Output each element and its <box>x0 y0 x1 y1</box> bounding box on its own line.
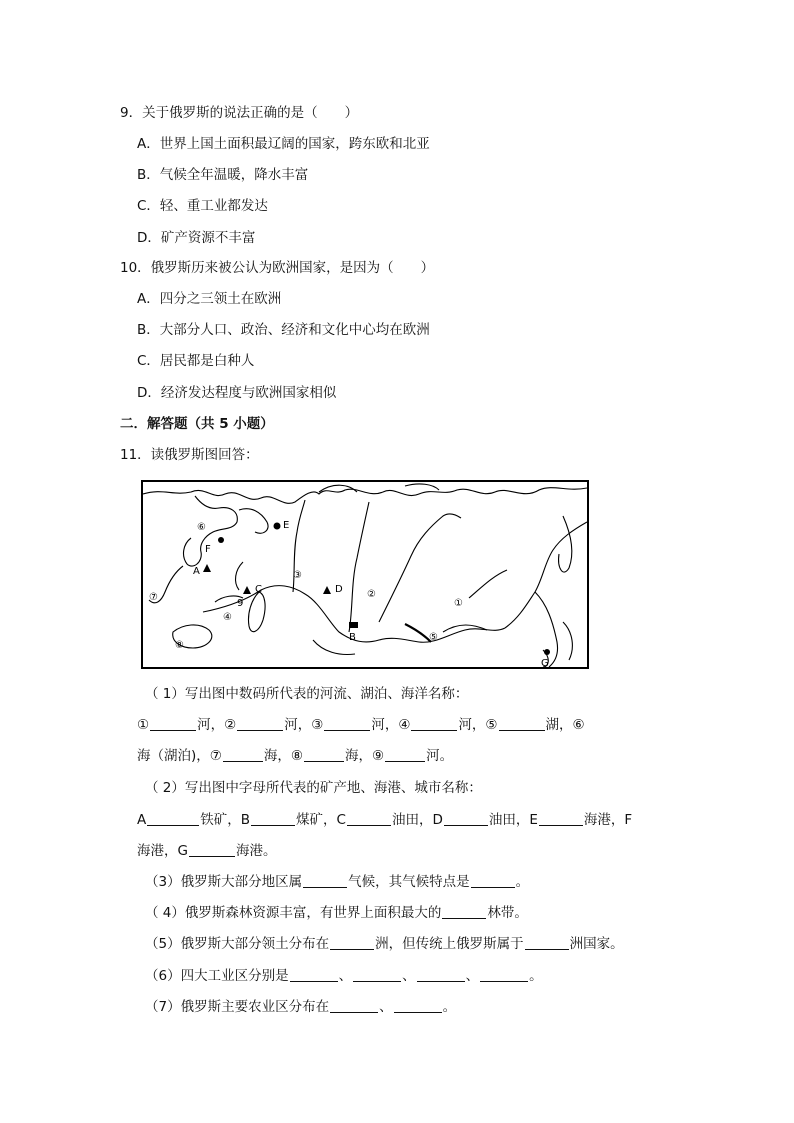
q11-part2-line2: 海港，G 海港。 <box>137 843 277 859</box>
map-label-n2: ② <box>367 589 376 600</box>
q9-option-d[interactable]: D．矿产资源不丰富 <box>137 230 256 246</box>
blank-industrial-4[interactable] <box>480 967 528 982</box>
map-label-n4: ④ <box>223 612 232 623</box>
blank-agri-1[interactable] <box>330 998 378 1013</box>
q11-part3: （3）俄罗斯大部分地区属 气候，其气候特点是 。 <box>145 874 530 890</box>
blank-climate-features[interactable] <box>471 873 515 888</box>
map-label-e: E <box>283 520 290 531</box>
map-label-n3: ③ <box>293 570 302 581</box>
blank-climate-type[interactable] <box>303 873 347 888</box>
blank-traditional-continent[interactable] <box>525 935 569 950</box>
blank-d[interactable] <box>444 811 488 826</box>
q9-option-a[interactable]: A．世界上国土面积最辽阔的国家，跨东欧和北亚 <box>137 136 430 152</box>
oil-field-symbol-c <box>243 586 251 594</box>
map-label-n1: ① <box>454 598 463 609</box>
port-symbol-e <box>274 523 281 530</box>
map-label-n7: ⑦ <box>149 592 158 603</box>
blank-industrial-1[interactable] <box>290 967 338 982</box>
q11-part4: （ 4）俄罗斯森林资源丰富，有世界上面积最大的 林带。 <box>145 905 528 921</box>
q9-stem: 9．关于俄罗斯的说法正确的是（ ） <box>120 105 359 121</box>
blank-9[interactable] <box>385 747 425 762</box>
iron-mine-symbol-a <box>203 564 211 572</box>
section-heading: 二．解答题（共 5 小题） <box>120 416 274 432</box>
map-label-n8: ⑧ <box>175 640 184 651</box>
blank-3[interactable] <box>324 716 370 731</box>
blank-2[interactable] <box>237 716 283 731</box>
blank-b[interactable] <box>251 811 295 826</box>
blank-industrial-2[interactable] <box>353 967 401 982</box>
map-label-b: B <box>349 632 356 643</box>
blank-1[interactable] <box>150 716 196 731</box>
blank-4[interactable] <box>411 716 457 731</box>
q11-stem: 11．读俄罗斯图回答： <box>120 447 259 463</box>
q10-option-b[interactable]: B．大部分人口、政治、经济和文化中心均在欧洲 <box>137 322 430 338</box>
blank-c[interactable] <box>347 811 391 826</box>
blank-8[interactable] <box>304 747 344 762</box>
q11-part1-line2: 海（湖泊)，⑦ 海，⑧ 海，⑨ 河。 <box>137 748 454 764</box>
city-symbol-f <box>218 537 224 543</box>
russia-map <box>141 480 589 669</box>
blank-5[interactable] <box>499 716 545 731</box>
port-symbol-g <box>544 649 550 655</box>
blank-industrial-3[interactable] <box>417 967 465 982</box>
map-label-d: D <box>335 584 343 595</box>
q11-part6: （6）四大工业区分别是 、 、 、 。 <box>145 968 543 984</box>
q11-part1-prompt: （ 1）写出图中数码所代表的河流、湖泊、海洋名称： <box>145 686 469 702</box>
q9-option-c[interactable]: C．轻、重工业都发达 <box>137 198 268 214</box>
map-label-f: F <box>205 544 211 555</box>
blank-territory-continent[interactable] <box>330 935 374 950</box>
blank-g[interactable] <box>189 842 235 857</box>
map-label-n9: 9 <box>237 598 244 609</box>
q11-part2-line1: A 铁矿，B 煤矿，C 油田，D 油田，E 海港，F <box>137 812 633 828</box>
q10-option-a[interactable]: A．四分之三领土在欧洲 <box>137 291 282 307</box>
map-label-n5: ⑤ <box>429 632 438 643</box>
q9-option-b[interactable]: B．气候全年温暖，降水丰富 <box>137 167 309 183</box>
q11-part2-prompt: （ 2）写出图中字母所代表的矿产地、海港、城市名称： <box>145 780 482 796</box>
blank-forest-belt[interactable] <box>442 904 486 919</box>
blank-e[interactable] <box>539 811 583 826</box>
oil-field-symbol-d <box>323 586 331 594</box>
map-label-n6: ⑥ <box>197 522 206 533</box>
blank-a[interactable] <box>147 811 199 826</box>
map-coastlines <box>143 484 587 667</box>
q10-option-c[interactable]: C．居民都是白种人 <box>137 353 255 369</box>
q11-part5: （5）俄罗斯大部分领土分布在 洲，但传统上俄罗斯属于 洲国家。 <box>145 936 624 952</box>
map-label-g: G <box>541 658 549 667</box>
q10-stem: 10．俄罗斯历来被公认为欧洲国家，是因为（ ） <box>120 260 435 276</box>
q11-part7: （7）俄罗斯主要农业区分布在 、 。 <box>145 999 457 1015</box>
q11-part1-line1: ① 河，② 河，③ 河，④ 河，⑤ 湖，⑥ <box>137 717 585 733</box>
blank-7[interactable] <box>223 747 263 762</box>
q10-option-d[interactable]: D．经济发达程度与欧洲国家相似 <box>137 385 337 401</box>
map-label-a: A <box>193 566 200 577</box>
coal-mine-symbol-b <box>349 622 358 628</box>
blank-agri-2[interactable] <box>394 998 442 1013</box>
map-label-c: C <box>255 584 262 595</box>
